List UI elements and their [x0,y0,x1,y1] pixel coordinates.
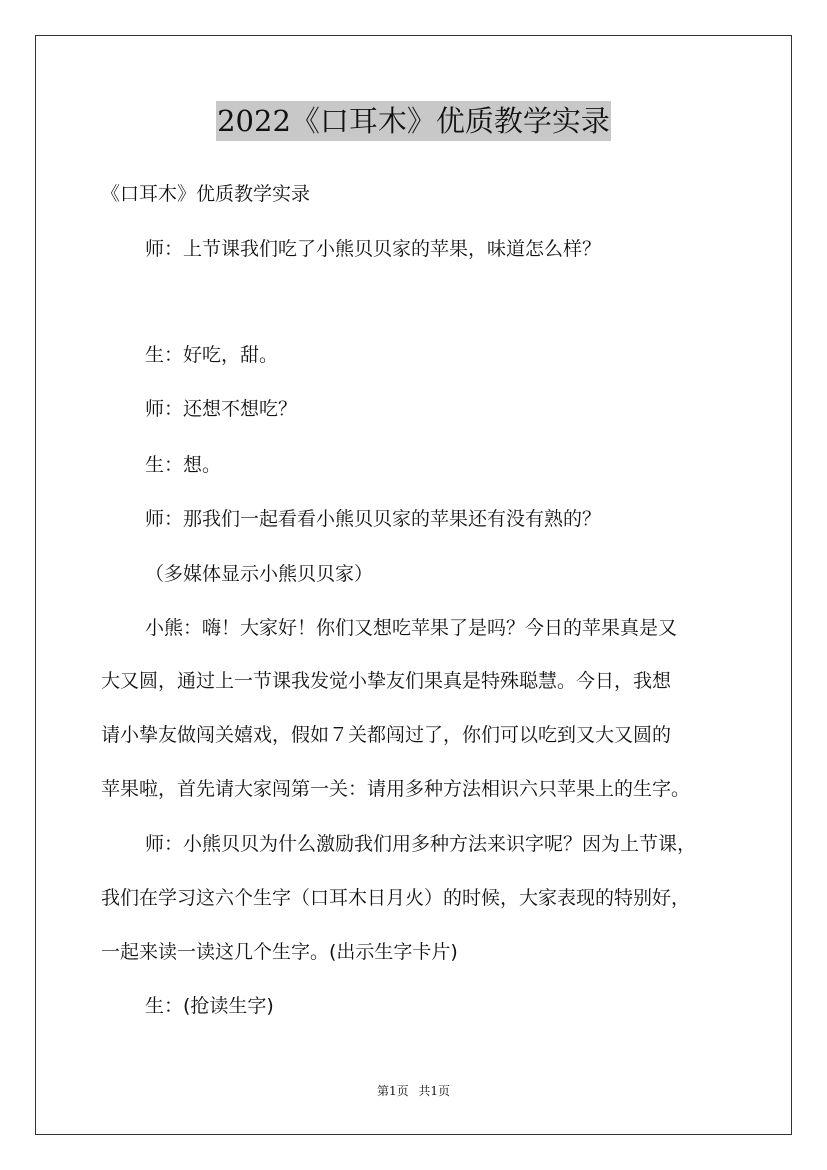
paragraph-line: 生：(抢读生字) [145,995,274,1017]
paragraph-line: 小熊：嗨！大家好！你们又想吃苹果了是吗？今日的苹果真是又 [145,617,678,639]
page-total: 共1页 [418,1084,451,1098]
paragraph-line: 请小挚友做闯关嬉戏，假如７关都闯过了，你们可以吃到又大又圆的 [101,724,672,746]
paragraph-line: 师：上节课我们吃了小熊贝贝家的苹果，味道怎么样？ [145,238,602,260]
paragraph-line: 师：小熊贝贝为什么激励我们用多种方法来识字呢？因为上节课， [145,833,697,855]
paragraph-line: 生：好吃，甜。 [145,344,279,366]
paragraph-line: 师：还想不想吃？ [145,398,298,420]
title-container [0,101,827,141]
paragraph-line: 师：那我们一起看看小熊贝贝家的苹果还有没有熟的？ [145,508,602,530]
paragraph-line: 苹果啦，首先请大家闯第一关：请用多种方法相识六只苹果上的生字。 [101,778,691,800]
paragraph-line: 一起来读一读这几个生字。(出示生字卡片) [101,941,458,963]
document-subtitle: 《口耳木》优质教学实录 [101,183,311,205]
paragraph-line: 我们在学习这六个生字（口耳木日月火）的时候，大家表现的特别好， [101,887,691,909]
page-footer [0,1083,827,1099]
page-number: 第1页 [376,1084,409,1098]
document-title: 2022《口耳木》优质教学实录 [216,101,611,141]
paragraph-line: （多媒体显示小熊贝贝家） [145,563,374,585]
paragraph-line: 大又圆，通过上一节课我发觉小挚友们果真是特殊聪慧。今日，我想 [101,670,672,692]
paragraph-line: 生：想。 [145,454,222,476]
